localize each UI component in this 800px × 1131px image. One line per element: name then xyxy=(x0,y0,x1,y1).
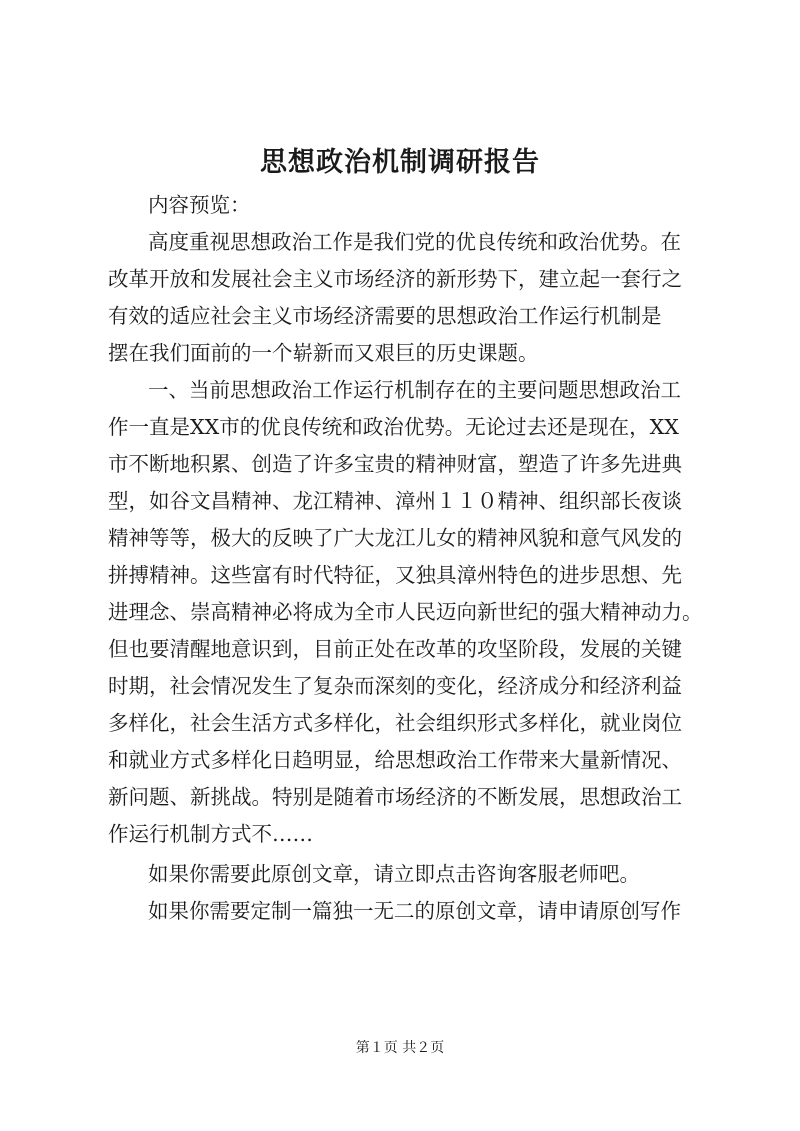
text-line: 和就业方式多样化日趋明显，给思想政治工作带来大量新情况、 xyxy=(108,748,682,772)
consult-prompt: 如果你需要此原创文章，请立即点击咨询客服老师吧。 xyxy=(148,862,640,886)
text-line: 作一直是XX市的优良传统和政治优势。无论过去还是现在，XX xyxy=(108,415,679,439)
text-line: 高度重视思想政治工作是我们党的优良传统和政治优势。在 xyxy=(148,230,681,254)
text-line: 时期，社会情况发生了复杂而深刻的变化，经济成分和经济利益 xyxy=(108,674,682,698)
text-line: 型，如谷文昌精神、龙江精神、漳州１１０精神、组织部长夜谈 xyxy=(108,489,682,513)
text-line: 有效的适应社会主义市场经济需要的思想政治工作运行机制是 xyxy=(108,304,662,328)
text-line: 精神等等，极大的反映了广大龙江儿女的精神风貌和意气风发的 xyxy=(108,526,682,550)
text-line: 多样化，社会生活方式多样化，社会组织形式多样化，就业岗位 xyxy=(108,711,682,735)
text-line: 市不断地积累、创造了许多宝贵的精神财富，塑造了许多先进典 xyxy=(108,452,682,476)
text-line: 拼搏精神。这些富有时代特征，又独具漳州特色的进步思想、先 xyxy=(108,563,682,587)
document-body xyxy=(108,187,710,930)
text-line: 作运行机制方式不…… xyxy=(108,822,313,846)
text-line: 新问题、新挑战。特别是随着市场经济的不断发展，思想政治工 xyxy=(108,785,682,809)
preview-label: 内容预览： xyxy=(148,193,251,217)
page-number: 第１页 共２页 xyxy=(355,1040,445,1056)
text-line: 摆在我们面前的一个崭新而又艰巨的历史课题。 xyxy=(108,341,539,365)
text-line: 改革开放和发展社会主义市场经济的新形势下，建立起一套行之 xyxy=(108,267,682,291)
text-line: 一、当前思想政治工作运行机制存在的主要问题思想政治工 xyxy=(148,378,681,402)
text-line: 进理念、崇高精神必将成为全市人民迈向新世纪的强大精神动力。 xyxy=(108,600,703,624)
custom-writing-prompt: 如果你需要定制一篇独一无二的原创文章，请申请原创写作 xyxy=(148,899,681,923)
document-title: 思想政治机制调研报告 xyxy=(260,147,540,178)
text-line: 但也要清醒地意识到，目前正处在改革的攻坚阶段，发展的关键 xyxy=(108,637,682,661)
